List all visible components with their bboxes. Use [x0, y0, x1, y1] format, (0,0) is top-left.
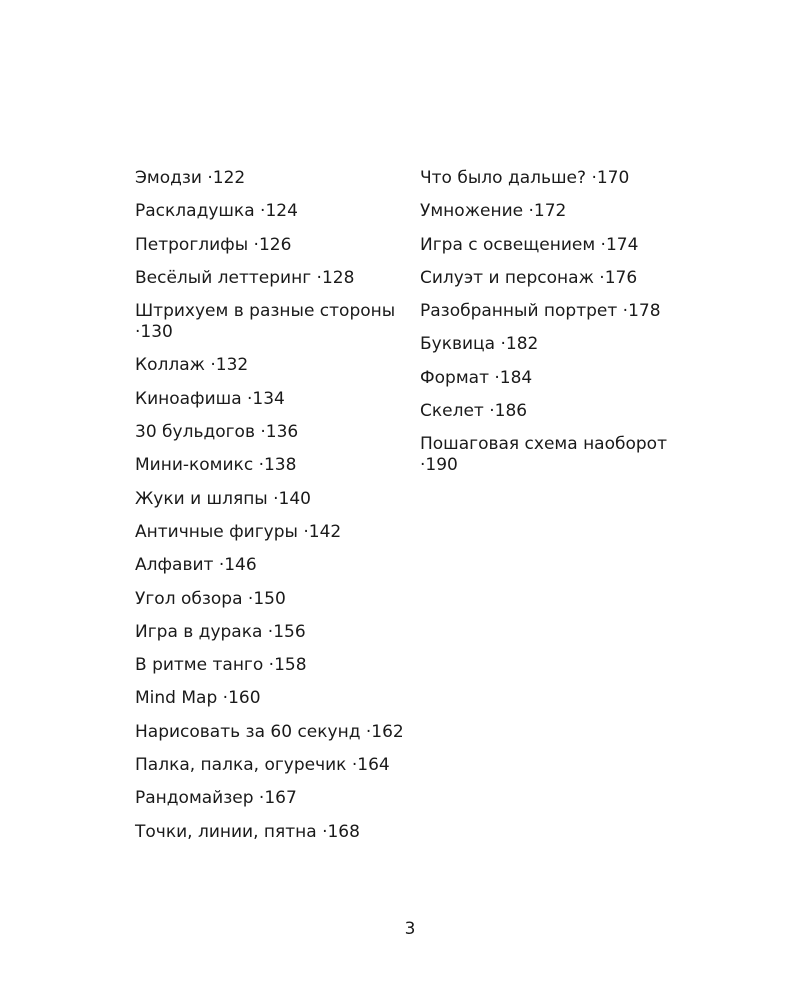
toc-entry-page: · 132 [205, 355, 248, 375]
toc-entry [135, 168, 415, 189]
toc-entry-title: Силуэт и персонаж [420, 267, 594, 288]
toc-entry [135, 389, 415, 410]
toc-entry-page: · 156 [262, 622, 305, 642]
toc-entry [420, 201, 700, 222]
toc-entry-title: Петроглифы [135, 234, 249, 255]
toc-entry [135, 355, 415, 376]
toc-entry-page: · 130 [135, 322, 173, 342]
toc-entry-title: Разобранный портрет [420, 301, 618, 322]
toc-entry [135, 722, 415, 743]
toc-entry [135, 655, 415, 676]
toc-entry-page: · 162 [360, 722, 403, 742]
toc-entry-page: · 150 [243, 589, 286, 609]
toc-entry-page: · 182 [495, 334, 538, 354]
toc-entry [135, 589, 415, 610]
toc-entry-title: Алфавит [135, 555, 214, 576]
toc-entry-title: Эмодзи [135, 168, 202, 188]
toc-entry-page: · 168 [317, 822, 360, 842]
toc-entry [135, 688, 415, 709]
toc-entry-page: · 174 [595, 235, 638, 255]
toc-entry [135, 489, 415, 510]
toc-entry [135, 788, 415, 809]
toc-entry-title: Мини-комикс [135, 455, 254, 476]
toc-entry-page: · 190 [420, 455, 458, 475]
toc-entry-title: Точки, линии, пятна [135, 821, 317, 842]
toc-entry [420, 334, 700, 355]
toc-entry-page: · 184 [489, 368, 532, 388]
toc-entry-title: Нарисовать за 60 секунд [135, 721, 361, 742]
toc-entry [420, 168, 700, 189]
toc-entry-page: · 164 [346, 755, 389, 775]
page-number: 3 [404, 919, 416, 939]
toc-entry-page: · 170 [586, 168, 629, 188]
toc-entry-page: · 176 [594, 268, 637, 288]
toc-entry-page: · 142 [298, 522, 341, 542]
toc-entry-page: · 134 [242, 389, 285, 409]
toc-column-left [135, 168, 415, 855]
toc-entry-page: · 160 [217, 688, 260, 708]
toc-entry-page: · 128 [311, 268, 354, 288]
toc-entry-page: · 146 [213, 555, 256, 575]
toc-entry-title: Киноафиша [135, 388, 242, 409]
toc-entry-title: Mind Map [135, 688, 218, 709]
toc-entry-title: Коллаж [135, 355, 205, 376]
toc-entry [135, 555, 415, 576]
toc-entry [135, 755, 415, 776]
toc-entry-title: Раскладушка [135, 201, 255, 222]
toc-entry-title: В ритме танго [135, 655, 264, 676]
toc-entry [135, 822, 415, 843]
toc-entry [420, 434, 700, 476]
toc-entry-title: Что было дальше? [420, 168, 587, 188]
toc-entry [420, 401, 700, 422]
toc-entry [135, 622, 415, 643]
toc-entry [420, 268, 700, 289]
toc-entry-title: Античные фигуры [135, 521, 298, 542]
toc-entry-title: Штрихуем в разные стороны [135, 301, 396, 322]
toc-entry-title: Угол обзора [135, 588, 243, 609]
toc-entry-title: Игра в дурака [135, 621, 263, 642]
toc-entry-title: Игра с освещением [420, 234, 596, 255]
toc-entry-title: Буквица [420, 334, 496, 355]
toc-entry-title: Весёлый леттеринг [135, 267, 312, 288]
toc-entry-page: · 158 [263, 655, 306, 675]
toc-entry [135, 268, 415, 289]
toc-entry [420, 235, 700, 256]
toc-entry-page: · 136 [255, 422, 298, 442]
toc-entry-title: 30 бульдогов [135, 422, 255, 443]
toc-entry-title: Умножение [420, 201, 524, 222]
toc-entry-title: Палка, палка, огуречик [135, 755, 347, 776]
toc-entry-page: · 124 [255, 201, 298, 221]
toc-entry-title: Пошаговая схема наоборот [420, 434, 667, 455]
toc-entry-page: · 122 [202, 168, 245, 188]
toc-entry-page: · 126 [248, 235, 291, 255]
toc-entry-title: Рандомайзер [135, 788, 254, 809]
toc-entry [135, 201, 415, 222]
toc-entry [135, 301, 415, 343]
toc-entry-title: Скелет [420, 401, 484, 422]
toc-entry-page: · 140 [268, 489, 311, 509]
toc-column-right [420, 168, 700, 489]
toc-entry [135, 522, 415, 543]
toc-entry [135, 455, 415, 476]
toc-entry-title: Жуки и шляпы [135, 488, 268, 509]
toc-entry-page: · 138 [253, 455, 296, 475]
toc-entry-title: Формат [420, 367, 489, 388]
toc-entry [420, 301, 700, 322]
toc-entry-page: · 172 [523, 201, 566, 221]
toc-entry [420, 368, 700, 389]
toc-entry [135, 422, 415, 443]
toc-entry [135, 235, 415, 256]
toc-entry-page: · 178 [617, 301, 660, 321]
toc-entry-page: · 186 [484, 401, 527, 421]
toc-entry-page: · 167 [254, 788, 297, 808]
